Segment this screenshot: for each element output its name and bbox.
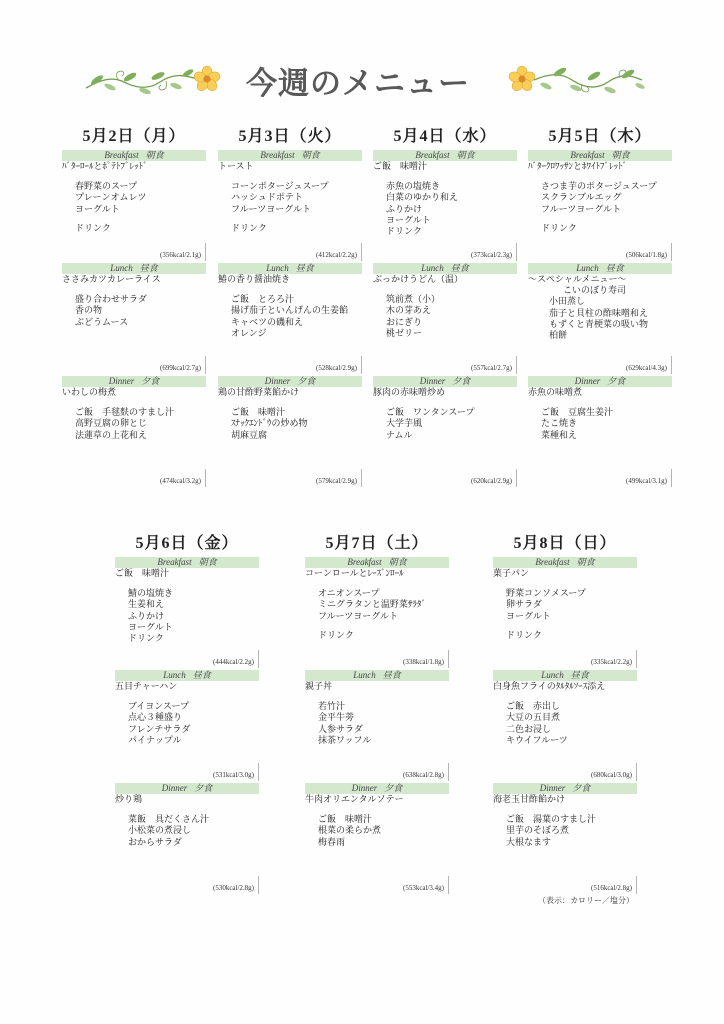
side-dish: フルーツヨーグルト (318, 610, 399, 621)
side-dish: 白菜のゆかり和え (386, 192, 459, 203)
meal-section-lunch (218, 263, 362, 376)
meal-header-bar (528, 376, 672, 387)
side-dish: こいのぼり寿司 (563, 285, 627, 295)
nutrition-info: (620kcal/2.9g) (470, 477, 512, 485)
meal-header-bar (373, 263, 517, 274)
side-dish: ナムル (386, 429, 413, 440)
main-dish: ご飯 味噌汁 (115, 568, 170, 578)
meal-name-ja: 昼食 (382, 670, 401, 680)
side-dish: ご飯 赤出し (506, 701, 561, 711)
day-column (218, 126, 362, 489)
meal-section-breakfast (373, 150, 517, 263)
day-column (528, 126, 672, 489)
side-dish-group (506, 814, 637, 848)
meal-name-en: Dinner (108, 376, 135, 386)
meal-name-en: Lunch (576, 263, 599, 273)
meal-name-en: Dinner (351, 783, 378, 793)
side-dish-group (128, 814, 259, 848)
side-dish: さつま芋のポタージュスープ (541, 181, 657, 191)
meal-name-ja: 夕食 (297, 376, 316, 386)
day-column (62, 126, 206, 489)
main-dish: 豚肉の赤味噌炒め (373, 387, 446, 397)
side-dish: ご飯 味噌汁 (318, 814, 373, 824)
side-dish: ドリンク (75, 222, 111, 233)
side-dish-list (115, 701, 259, 746)
meal-header-bar (305, 783, 449, 794)
side-dish: ご飯 手毬麩のすまし汁 (75, 407, 175, 417)
meal-header-bar (528, 263, 672, 274)
nutrition-info: (499kcal/3.1g) (625, 477, 667, 485)
side-dish: 胡麻豆腐 (231, 429, 268, 440)
main-dish: トースト (218, 161, 254, 171)
meal-name-ja: 朝食 (456, 150, 475, 160)
side-dish: 金平牛蒡 (318, 712, 355, 723)
main-dish: 菓子パン (493, 568, 530, 578)
main-dish: ささみカツカレーライス (62, 274, 161, 284)
meal-section-dinner (528, 376, 672, 489)
day-date-heading: 5月7日（土） (325, 535, 429, 552)
meal-name-ja: 昼食 (450, 263, 469, 273)
side-dish-group (506, 701, 637, 746)
side-dish: 抹茶ワッフル (318, 734, 372, 745)
side-dish: 大根なます (506, 836, 552, 847)
side-dish-list (62, 181, 206, 234)
side-dish: パイナップル (128, 734, 182, 745)
meal-header-bar (373, 150, 517, 161)
main-dish: 鶏の甘酢野菜餡かけ (218, 387, 300, 397)
main-dish: 赤魚の味噌煮 (528, 387, 583, 397)
side-dish-list (373, 294, 517, 339)
side-dish-group (231, 181, 362, 215)
meal-section-dinner (62, 376, 206, 489)
side-dish: ドリンク (506, 629, 542, 640)
meal-section-breakfast (305, 557, 449, 670)
main-dish: コーンロールとﾚｰｽﾞﾝﾛｰﾙ (305, 568, 404, 578)
nutrition-info: (531kcal/3.0g) (212, 771, 254, 779)
meal-name-ja: 昼食 (192, 670, 211, 680)
nutrition-info: (579kcal/2.9g) (315, 477, 357, 485)
meal-header-bar (218, 263, 362, 274)
nutrition-info: (474kcal/3.2g) (159, 477, 201, 485)
side-dish: フレンチサラダ (128, 723, 191, 734)
meal-name-en: Dinner (161, 783, 188, 793)
side-dish-list (305, 588, 449, 641)
side-dish-group (75, 407, 206, 441)
meal-name-en: Dinner (419, 376, 446, 386)
side-dish-list (493, 701, 637, 746)
nutrition-info: (638kcal/2.8g) (402, 771, 444, 779)
day-column (305, 533, 449, 896)
meal-name-ja: 昼食 (605, 263, 624, 273)
side-dish: ミニグラタンと温野菜ｻﾗﾀﾞ (318, 599, 426, 610)
meal-name-ja: 夕食 (452, 376, 471, 386)
side-dish: 点心３種盛り (128, 712, 183, 723)
side-dish: 法蓮草の上花和え (75, 429, 148, 440)
side-dish: プレーンオムレツ (75, 192, 147, 203)
meal-name-ja: 夕食 (607, 376, 626, 386)
meal-section-breakfast (115, 557, 259, 670)
side-dish: 人参サラダ (318, 723, 363, 734)
meal-header-bar (115, 557, 259, 568)
nutrition-info: (356kcal/2.1g) (159, 251, 201, 259)
side-dish: 香の物 (75, 305, 103, 316)
meal-name-en: Lunch (163, 670, 186, 680)
nutrition-info: (373kcal/2.3g) (470, 251, 512, 259)
nutrition-info: (516kcal/2.8g) (590, 884, 632, 892)
side-dish: 小松菜の煮浸し (128, 825, 192, 836)
meal-name-ja: 朝食 (145, 150, 164, 160)
side-dish: オレンジ (231, 327, 267, 338)
meal-name-en: Dinner (264, 376, 291, 386)
side-dish-list (373, 407, 517, 441)
side-dish: 里芋のそぼろ煮 (506, 825, 570, 836)
side-dish-list (115, 814, 259, 848)
meal-name-en: Breakfast (570, 150, 605, 160)
side-dish-group (386, 181, 517, 237)
side-dish: 柏餅 (549, 330, 568, 341)
meal-section-breakfast (493, 557, 637, 670)
meal-section-lunch (115, 670, 259, 783)
meal-name-en: Dinner (539, 783, 566, 793)
side-dish: 揚げ茄子といんげんの生姜餡 (231, 305, 349, 316)
side-dish-group (231, 294, 362, 339)
nutrition-info: (557kcal/2.7g) (470, 364, 512, 372)
side-dish-group (128, 701, 259, 746)
side-dish-group (506, 588, 637, 622)
side-dish-group (506, 630, 637, 641)
side-dish-group (386, 407, 517, 441)
meal-name-en: Lunch (541, 670, 564, 680)
side-dish-list (528, 285, 672, 341)
side-dish: ヨーグルト (128, 621, 173, 632)
day-date-heading: 5月3日（火） (238, 128, 342, 145)
day-column (115, 533, 259, 896)
nutrition-info: (629kcal/4.3g) (625, 364, 667, 372)
side-dish: 野菜コンソメスープ (506, 588, 586, 598)
side-dish: 桃ゼリー (386, 327, 423, 338)
day-column (373, 126, 517, 489)
meal-name-en: Lunch (266, 263, 289, 273)
nutrition-info: (528kcal/2.9g) (315, 364, 357, 372)
meal-header-bar (62, 150, 206, 161)
side-dish-group (318, 814, 449, 848)
day-date-heading: 5月4日（水） (393, 128, 497, 145)
nutrition-info: (699kcal/2.7g) (159, 364, 201, 372)
side-dish-list (62, 407, 206, 441)
meal-header-bar (62, 263, 206, 274)
side-dish: ご飯 ワンタンスープ (386, 407, 475, 417)
meal-name-ja: 夕食 (572, 783, 591, 793)
meal-section-breakfast (528, 150, 672, 263)
meal-name-en: Breakfast (535, 557, 570, 567)
meal-name-en: Breakfast (104, 150, 139, 160)
side-dish: 二色お浸し (506, 723, 552, 734)
meal-name-en: Breakfast (157, 557, 192, 567)
side-dish: ブイヨンスープ (128, 701, 190, 711)
side-dish-list (528, 407, 672, 441)
day-date-heading: 5月5日（木） (548, 128, 652, 145)
side-dish: 盛り合わせサラダ (75, 294, 147, 304)
side-dish: キャベツの磯和え (231, 316, 304, 327)
side-dish: ヨーグルト (506, 610, 551, 621)
nutrition-info: (338kcal/1.8g) (402, 658, 444, 666)
side-dish-list (218, 407, 362, 441)
side-dish: フルーツヨーグルト (231, 203, 312, 214)
side-dish-group (231, 407, 362, 441)
meal-name-ja: 昼食 (570, 670, 589, 680)
side-dish: 木の芽あえ (386, 305, 432, 316)
side-dish-group (75, 294, 206, 328)
side-dish: ふりかけ (128, 610, 165, 621)
meal-section-lunch (305, 670, 449, 783)
side-dish: もずくと青梗菜の吸い物 (549, 318, 649, 329)
meal-name-ja: 夕食 (194, 783, 213, 793)
side-dish: ご飯 湯葉のすまし汁 (506, 814, 597, 824)
meal-name-en: Breakfast (347, 557, 382, 567)
meal-name-en: Breakfast (415, 150, 450, 160)
day-date-heading: 5月8日（日） (513, 535, 617, 552)
side-dish: ご飯 味噌汁 (231, 407, 286, 417)
side-dish: 小田蒸し (549, 296, 586, 307)
meal-header-bar (493, 670, 637, 681)
meal-section-lunch (493, 670, 637, 783)
meal-section-breakfast (62, 150, 206, 263)
side-dish-group (386, 294, 517, 339)
main-dish: ﾊﾞﾀｰｸﾛﾜｯｻﾝとﾎﾜｲﾄﾌﾞﾚｯﾄﾞ (528, 161, 628, 171)
side-dish: 根菜の柔らか煮 (318, 825, 382, 836)
side-dish-list (62, 294, 206, 328)
side-dish-group (541, 181, 672, 215)
meal-header-bar (305, 557, 449, 568)
side-dish-list (218, 294, 362, 339)
side-dish: ドリンク (541, 222, 577, 233)
side-dish: オニオンスープ (318, 588, 380, 598)
meal-section-dinner (218, 376, 362, 489)
side-dish: おにぎり (386, 316, 423, 327)
page-title: 今週のメニュー (246, 66, 470, 101)
meal-name-en: Lunch (421, 263, 444, 273)
side-dish: ふりかけ (386, 203, 423, 214)
main-dish: 親子丼 (305, 681, 333, 691)
meal-header-bar (218, 376, 362, 387)
meal-name-ja: 朝食 (301, 150, 320, 160)
nutrition-info: (530kcal/2.8g) (212, 884, 254, 892)
day-date-heading: 5月6日（金） (135, 535, 239, 552)
side-dish: ｽﾅｯｸｴﾝﾄﾞｳの炒め物 (231, 418, 308, 429)
meal-header-bar (115, 783, 259, 794)
nutrition-info: (335kcal/2.2g) (590, 658, 632, 666)
side-dish: ご飯 とろろ汁 (231, 294, 295, 304)
side-dish-group (231, 223, 362, 234)
meal-name-en: Breakfast (260, 150, 295, 160)
day-column (493, 533, 637, 896)
side-dish: ハッシュドポテト (231, 192, 303, 203)
side-dish: たこ焼き (541, 418, 578, 429)
side-dish-list (305, 814, 449, 848)
side-dish: スクランブルエッグ (541, 192, 622, 203)
meal-name-ja: 夕食 (141, 376, 160, 386)
meal-name-ja: 昼食 (295, 263, 314, 273)
main-dish: 牛肉オリエンタルソテー (305, 794, 404, 804)
side-dish: ドリンク (128, 633, 164, 644)
side-dish: 生姜和え (128, 599, 165, 610)
main-dish: いわしの梅煮 (62, 387, 117, 397)
meal-section-lunch (528, 263, 672, 376)
main-dish: 五目チャーハン (115, 681, 178, 691)
side-dish-list (218, 181, 362, 234)
side-dish-list (115, 588, 259, 644)
side-dish: おからサラダ (128, 836, 182, 847)
side-dish: 卵サラダ (506, 599, 542, 610)
side-dish-group (541, 223, 672, 234)
meal-name-en: Lunch (110, 263, 133, 273)
side-dish-group (75, 181, 206, 215)
side-dish: コーンポタージュスープ (231, 181, 329, 191)
main-dish: ﾊﾞﾀｰﾛｰﾙとﾎﾟﾃﾄﾌﾞﾚｯﾄﾞ (62, 161, 148, 171)
side-dish: 大豆の五目煮 (506, 712, 561, 723)
side-dish: ぶどうムース (75, 316, 129, 327)
meal-section-lunch (62, 263, 206, 376)
meal-name-ja: 朝食 (198, 557, 217, 567)
side-dish: 赤魚の塩焼き (386, 181, 441, 191)
side-dish-group (318, 630, 449, 641)
nutrition-info: (412kcal/2.2g) (315, 251, 357, 259)
nutrition-info: (506kcal/1.8g) (625, 251, 667, 259)
side-dish-list (305, 701, 449, 746)
footnote-legend: （表示：カロリー／塩分） (538, 896, 634, 905)
side-dish: 茄子と貝柱の酢味噌和え (549, 307, 649, 318)
nutrition-info: (444kcal/2.2g) (212, 658, 254, 666)
main-dish: 炒り鶏 (115, 794, 143, 804)
side-dish: 春野菜のスープ (75, 181, 138, 191)
main-dish: 鰆の香り醤油焼き (218, 274, 291, 284)
meal-section-lunch (373, 263, 517, 376)
side-dish: ドリンク (231, 222, 267, 233)
main-dish: ～スペシャルメニュー～ (528, 274, 627, 284)
meal-name-ja: 朝食 (611, 150, 630, 160)
side-dish: 若竹汁 (318, 701, 346, 711)
side-dish: ヨーグルト (75, 203, 120, 214)
side-dish-list (493, 588, 637, 641)
main-dish: 白身魚フライのﾀﾙﾀﾙｿｰｽ添え (493, 681, 606, 691)
meal-header-bar (373, 376, 517, 387)
side-dish: ドリンク (386, 226, 422, 237)
meal-section-breakfast (218, 150, 362, 263)
meal-section-dinner (305, 783, 449, 896)
meal-header-bar (62, 376, 206, 387)
meal-header-bar (305, 670, 449, 681)
main-dish: ご飯 味噌汁 (373, 161, 428, 171)
meal-name-ja: 朝食 (388, 557, 407, 567)
side-dish-group (318, 701, 449, 746)
side-dish: 筑前煮（小） (386, 294, 441, 304)
side-dish: ご飯 豆腐生姜汁 (541, 407, 614, 417)
side-dish-group (128, 588, 259, 644)
nutrition-info: (680kcal/3.0g) (590, 771, 632, 779)
side-dish-group (541, 407, 672, 441)
meal-name-ja: 昼食 (139, 263, 158, 273)
side-dish-group (549, 285, 672, 341)
side-dish: 大学芋風 (386, 418, 423, 429)
side-dish-group (75, 223, 206, 234)
day-date-heading: 5月2日（月） (82, 128, 186, 145)
meal-section-dinner (493, 783, 637, 896)
meal-header-bar (528, 150, 672, 161)
meal-name-ja: 朝食 (576, 557, 595, 567)
meal-section-dinner (115, 783, 259, 896)
main-dish: ぶっかけうどん（温） (373, 274, 464, 284)
meal-section-dinner (373, 376, 517, 489)
meal-name-ja: 夕食 (384, 783, 403, 793)
side-dish-list (373, 181, 517, 237)
nutrition-info: (553kcal/3.4g) (402, 884, 444, 892)
meal-header-bar (493, 557, 637, 568)
main-dish: 海老玉甘酢餡かけ (493, 794, 566, 804)
side-dish-list (493, 814, 637, 848)
side-dish: ヨーグルト (386, 214, 431, 225)
side-dish: フルーツヨーグルト (541, 203, 622, 214)
side-dish-group (318, 588, 449, 622)
side-dish: 菜種和え (541, 429, 578, 440)
side-dish: 梅春雨 (318, 836, 346, 847)
meal-name-en: Lunch (353, 670, 376, 680)
side-dish-list (528, 181, 672, 234)
side-dish: キウイフルーツ (506, 734, 568, 745)
side-dish: ドリンク (318, 629, 354, 640)
meal-header-bar (218, 150, 362, 161)
meal-header-bar (115, 670, 259, 681)
side-dish: 鯖の塩焼き (128, 588, 174, 598)
meal-header-bar (493, 783, 637, 794)
side-dish: 高野豆腐の卵とじ (75, 418, 148, 429)
meal-name-en: Dinner (574, 376, 601, 386)
side-dish: 菜飯 具だくさん汁 (128, 814, 210, 824)
